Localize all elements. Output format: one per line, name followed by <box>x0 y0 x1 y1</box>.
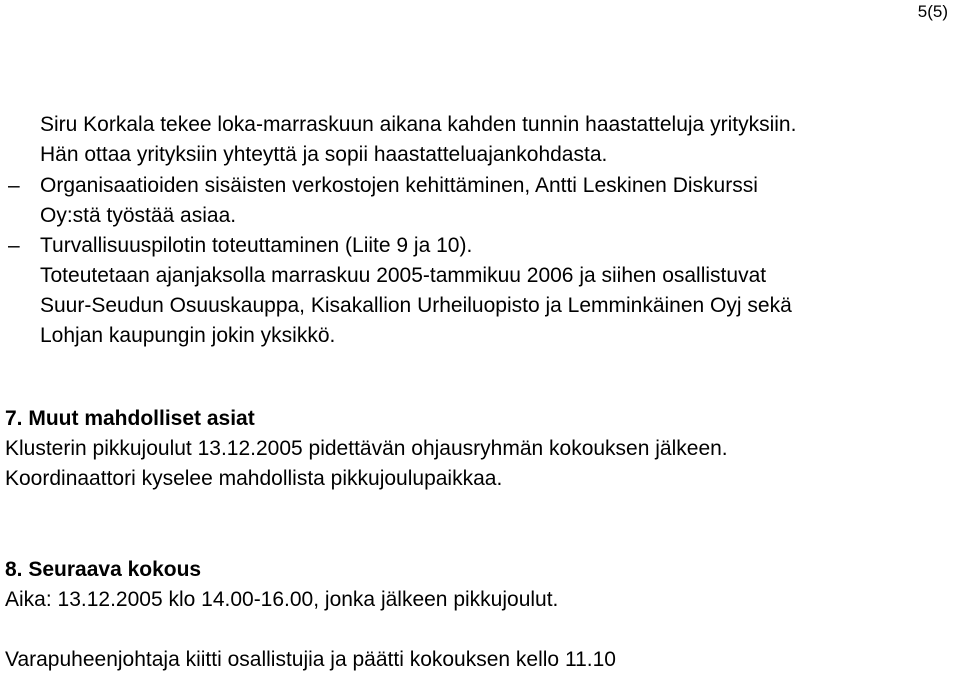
section-heading: 8. Seuraava kokous <box>5 558 202 581</box>
text-line: Siru Korkala tekee loka-marraskuun aikana kahden tunnin haastatteluja yrityksiin. <box>40 113 797 136</box>
text-line: Toteutetaan ajanjaksolla marraskuu 2005-tammikuu 2006 ja siihen osallistuvat <box>40 264 767 287</box>
text-line: Hän ottaa yrityksiin yhteyttä ja sopii haastatteluajankohdasta. <box>40 143 608 166</box>
text-line: Koordinaattori kyselee mahdollista pikkujoulupaikkaa. <box>5 467 503 490</box>
section-heading: 7. Muut mahdolliset asiat <box>5 407 255 430</box>
text-line: Aika: 13.12.2005 klo 14.00-16.00, jonka jälkeen pikkujoulut. <box>5 588 559 611</box>
text-line: Organisaatioiden sisäisten verkostojen kehittäminen, Antti Leskinen Diskurssi <box>40 174 758 197</box>
text-line: Turvallisuuspilotin toteuttaminen (Liite 9 ja 10). <box>40 234 473 257</box>
text-line: Lohjan kaupungin jokin yksikkö. <box>40 324 336 347</box>
closing-statement: Varapuheenjohtaja kiitti osallistujia ja päätti kokouksen kello 11.10 <box>5 648 616 671</box>
list-bullet-dash: – <box>8 174 20 197</box>
text-line: Klusterin pikkujoulut 13.12.2005 pidettävän ohjausryhmän kokouksen jälkeen. <box>5 437 728 460</box>
page-number: 5(5) <box>917 2 948 21</box>
text-line: Oy:stä työstää asiaa. <box>40 204 237 227</box>
list-bullet-dash: – <box>8 234 20 257</box>
text-line: Suur-Seudun Osuuskauppa, Kisakallion Urheiluopisto ja Lemminkäinen Oyj sekä <box>40 294 792 317</box>
